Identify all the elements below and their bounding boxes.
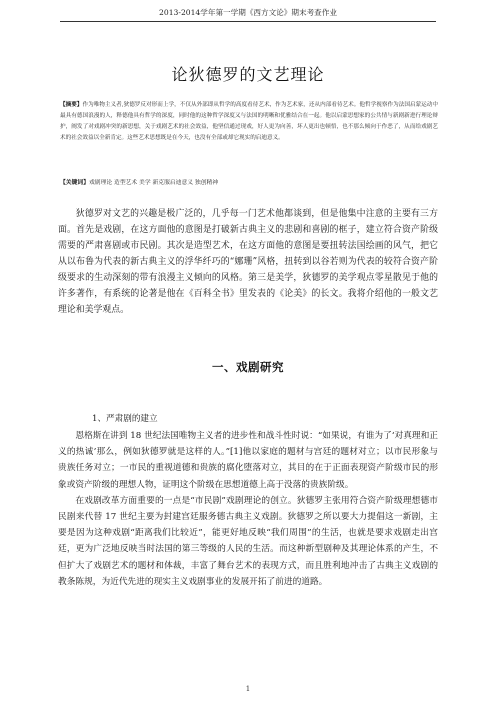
section-body [58,428,438,590]
header-rule [60,21,436,22]
paragraph: 恩格斯在讲到 18 世纪法国唯物主义者的进步性和战斗性时说：“如果说，有谁为了‘对真理和正义的热诚’那么，例如狄德罗就是这样的人。”[1]他以家庭的题材与宫廷的题材对立；以市民形象与贵族任务对立；一市民的重视道德和贵族的腐化堕落对立，其目的在于正面表现资产阶级市民的形象或资产阶级的理想人物，证明这个阶级在思想道德上高于没落的贵族阶级。 [58,431,438,490]
abstract-text: 作为唯物主义者,狄德罗反对形而上学，不仅从外部即从哲学的高度看待艺术，作为艺术家，还从内部看待艺术。他哲学视察作为法国启蒙运动中最具有德国浪漫的人，释德他具有哲学的深度，同时他的这种哲学深度又与法国的明晰和优雅结合在一起。他以启蒙思想家的公共情与新剧新进行理论辩护，阐发了对戏剧冲突的新思想，关于戏剧艺术的社会效益，他坚信通过现戏，好人更为向善，坏人更出也顿悟，也不那么倾向于作恶了，从而给戏剧艺术的社会效益以全新肯定。这些艺术思想既是在今天，也没有全部或却它现实的启迪意义。 [60,102,438,141]
page-title: 论狄德罗的文艺理论 [171,65,325,84]
page-header: 2013-2014学年第一学期《西方文论》期末考查作业 [159,8,337,17]
paragraph: 在戏剧改革方面重要的一点是“市民剧”戏剧理论的创立。狄德罗主张用符合资产阶级理想德市民剧来代替 17 世纪主要为封建宫廷服务德古典主义戏剧。狄德罗之所以要大力提倡这一新剧，主要是因为这种戏剧“距离我们比较近”，能更好地反映“我们周围”的生活，也就是要求戏剧走出宫廷，更为广泛地反映当时法国的第三等级的人民的生活。而这种新型剧种及其理论体系的产生，不但扩大了戏剧艺术的题材和体裁，丰富了舞台艺术的表现方式，而且胜利地冲击了古典主义戏剧的教条陈规，为近代先进的现实主义戏剧事业的发展开拓了前进的道路。 [58,495,438,587]
page-number: 1 [245,685,251,693]
keywords-text: 戏剧理论 造型艺术 美学 新克服启迪意义 独创精神 [89,180,219,186]
abstract [60,100,438,144]
section-heading: 一、戏剧研究 [212,360,284,374]
intro-section [58,206,438,318]
subsection-heading: 1、严肃剧的建立 [92,414,158,424]
keywords-label: 【关键词】 [60,180,89,186]
intro-paragraph: 狄德罗对文艺的兴趣是极广泛的，几乎每一门艺术他都谈到，但是他集中注意的主要有三方面。首先是戏剧，在这方面他的意图是打破新古典主义的悲剧和喜剧的框子，建立符合资产阶级需要的严肃喜剧或市民剧。其次是造型艺术，在这方面他的意图是要扭转法国绘画的风气，把它从以布鲁为代表的新古典主义的浮华纤巧的“娜珊”风格，扭转到以谷若则为代表的较符合资产阶级要求的生动深刻的带有浪漫主义倾向的风格。第三是美学，狄德罗的美学观点零星散见于他的许多著作，有系统的论著是他在《百科全书》里发表的《论美》的长文。我将介绍他的一般文艺理论和美学观点。 [58,209,438,315]
keywords [60,177,218,186]
abstract-label: 【摘要】 [60,102,83,108]
